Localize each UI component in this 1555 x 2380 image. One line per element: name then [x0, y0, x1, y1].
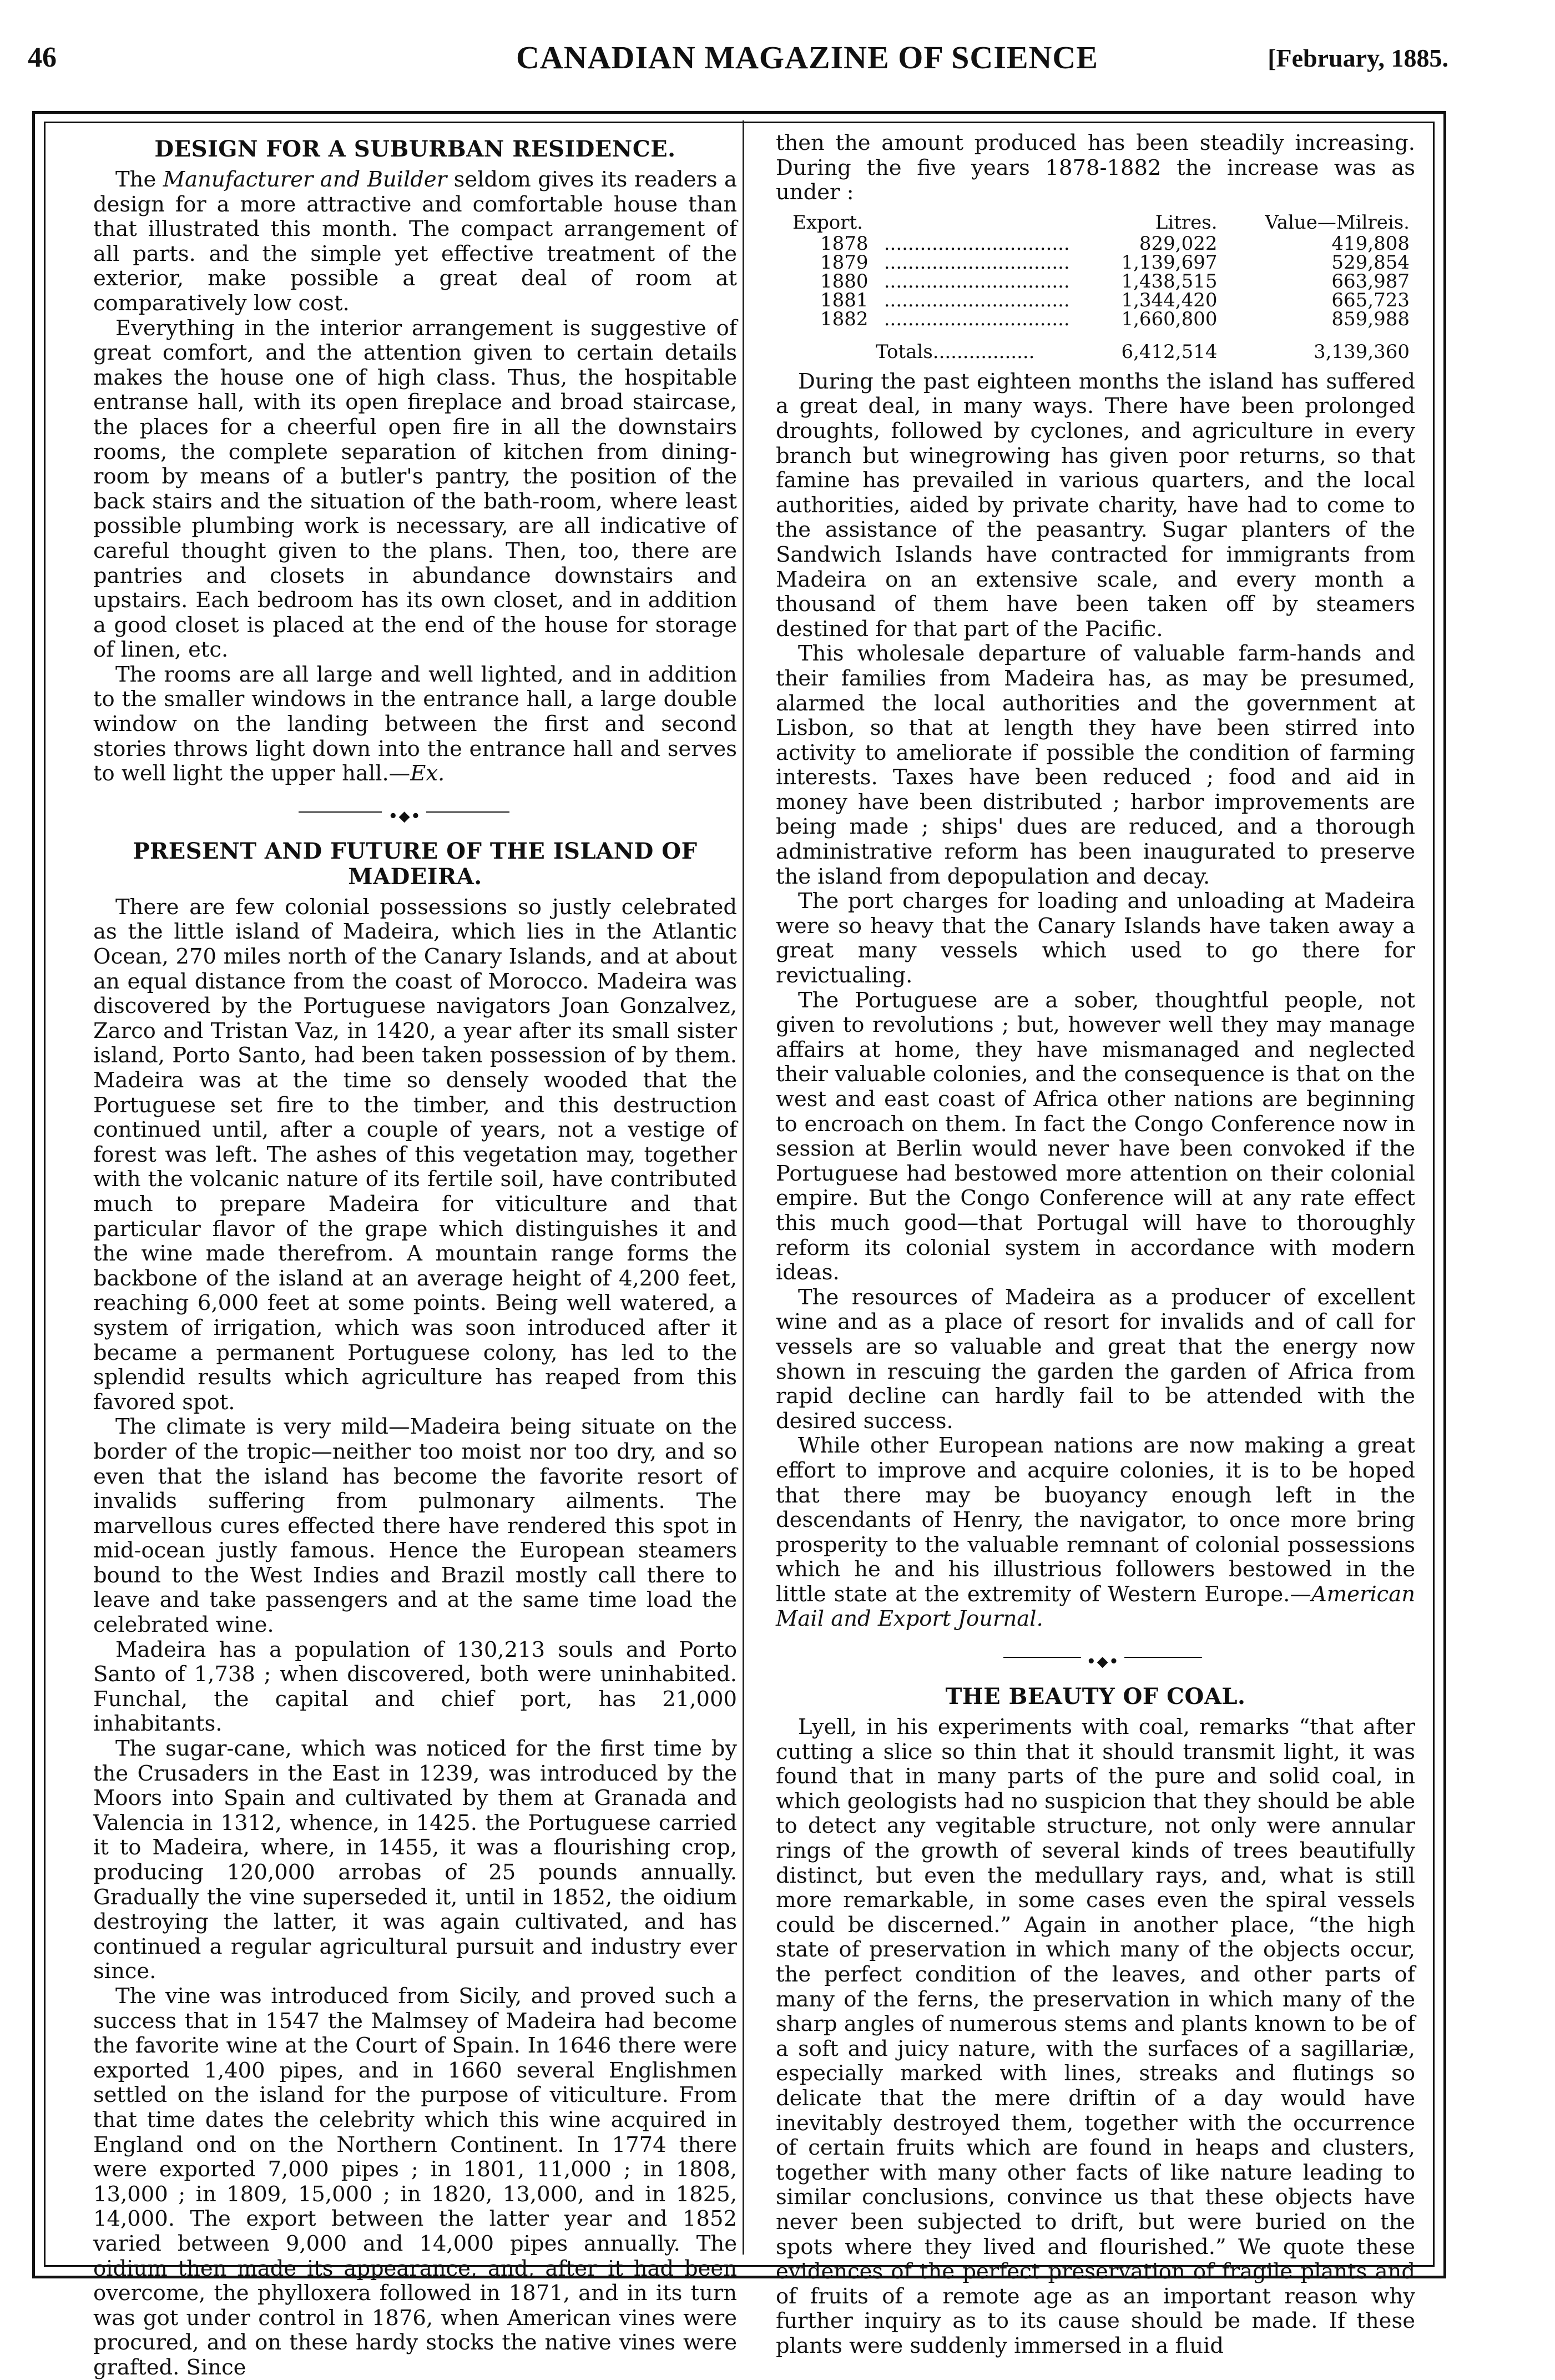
litres-cell: 1,139,697 [1121, 251, 1218, 274]
section-divider [776, 1646, 1415, 1671]
article-title-beauty-of-coal: THE BEAUTY OF COAL. [945, 1683, 1246, 1710]
title-line: MADEIRA. [348, 863, 482, 890]
divider-rule [426, 811, 509, 813]
value-cell: 419,808 [1331, 232, 1410, 255]
table-row [776, 253, 1415, 272]
table-row [776, 310, 1415, 329]
column-divider [743, 120, 744, 2255]
table-total-row [776, 329, 1415, 364]
column-header: Litres. [1155, 211, 1218, 234]
litres-cell: 1,438,515 [1121, 270, 1218, 293]
article-paragraph: This wholesale departure of valuable farm-hands and their families from Madeira has, as may be presumed, alarmed the local authorities and the government at Lisbon, so that at length they have been stirred into activity to ameliorate if possible the condition of farming interests. Taxes have been reduced ; food and aid in money have been distributed ; harbor improvements are being made ; ships' dues are reduced, and a thorough administrative reform has been inaugurated to preserve the island from depopulation and decay. [776, 641, 1415, 889]
year-cell: 1881 [820, 289, 869, 311]
divider-rule [1124, 1657, 1202, 1658]
text-run: The rooms are all large and well lighted, and in addition to the smaller windows in the entrance hall, a large double window on the landing between the first and second stories throws light down into the entrance hall and serves to well light the upper hall.— [93, 662, 737, 786]
table-row [776, 272, 1415, 291]
running-head [28, 33, 1448, 83]
source-credit: American Mail and Export Journal. [776, 1581, 1415, 1632]
litres-cell: 829,022 [1139, 232, 1218, 255]
leader-dots: ............................... [883, 307, 1070, 330]
article-paragraph: The vine was introduced from Sicily, and proved such a success that in 1547 the Malmsey of Madeira had become the favorite wine at the Court of Spain. In 1646 there were exported 1,400 pipes, and in 1660 several Englishmen settled on the island for the purpose of viticulture. From that time dates the celebrity which this wine acquired in England ond on the Northern Continent. In 1774 there were exported 7,000 pipes ; in 1801, 11,000 ; in 1808, 13,000 ; in 1809, 15,000 ; in 1820, 13,000, and in 1825, 14,000. The export between the latter year and 1852 varied between 9,000 and 14,000 pipes annually. The oidium then made its appearance, and, after it had been overcome, the phylloxera followed in 1871, and in its turn was got under control in 1876, when American vines were procured, and on these hardy stocks the native vines were grafted. Since [93, 1983, 737, 2380]
divider-ornament: •◆• [1087, 1653, 1120, 1671]
article-paragraph: The resources of Madeira as a producer of excellent wine and as a place of resort for invalids and of call for vessels are so valuable and great that the energy now shown in rescuing the garden the garden of Africa from rapid decline can hardly fail to be attended with the desired success. [776, 1284, 1415, 1434]
value-cell: 665,723 [1331, 289, 1410, 311]
article-paragraph: During the past eighteen months the island has suffered a great deal, in many ways. There have been prolonged droughts, followed by cyclones, and agriculture in every branch but winegrowing has given poor returns, so that famine has prevailed in various quarters, and the local authorities, aided by private charity, have had to come to the assistance of the peasantry. Sugar planters of the Sandwich Islands have contracted for immigrants from Madeira on an extensive scale, and every month a thousand of them have been taken off by steamers destined for that part of the Pacific. [776, 369, 1415, 642]
litres-total: 6,412,514 [1121, 340, 1218, 363]
leader-dots: ............................... [883, 251, 1070, 274]
page-number: 46 [28, 42, 57, 73]
article-paragraph: The climate is very mild—Madeira being situate on the border of the tropic—neither too moist nor too dry, and so even that the island has become the favorite resort of invalids suffering from pulmonary ailments. The marvellous cures effected there have rendered this spot in mid-ocean justly famous. Hence the European steamers bound to the West Indies and Brazil mostly call there to leave and take passengers and at the same time load the celebrated wine. [93, 1414, 737, 1638]
table-row [776, 234, 1415, 253]
value-cell: 529,854 [1331, 251, 1410, 274]
article-paragraph: The port charges for loading and unloading at Madeira were so heavy that the Canary Islands have taken away a great many vessels which used to go there for revictualing. [776, 889, 1415, 989]
source-credit: Ex. [410, 761, 445, 786]
divider-ornament: •◆• [388, 808, 422, 825]
year-cell: 1878 [820, 232, 869, 255]
year-cell: 1882 [820, 307, 869, 330]
publication-name: Manufacturer and Builder [163, 167, 447, 192]
leader-dots: ............................... [883, 289, 1070, 311]
text-run: seldom gives its readers a design for a more attractive and comfortable house than that illustrated this month. The compact arrangement of all parts. and the simple yet effective treatment of the exterior, make possible a great deal of room at comparatively low cost. [93, 167, 737, 316]
magazine-title: CANADIAN MAGAZINE OF SCIENCE [516, 39, 1098, 75]
right-column [776, 131, 1415, 2359]
export-table [776, 211, 1415, 364]
leader-dots: ............................... [883, 270, 1070, 293]
divider-rule [299, 811, 382, 813]
value-cell: 859,988 [1331, 307, 1410, 330]
divider-rule [1003, 1657, 1081, 1658]
litres-cell: 1,660,800 [1121, 307, 1218, 330]
year-cell: 1879 [820, 251, 869, 274]
year-cell: 1880 [820, 270, 869, 293]
article-paragraph: Lyell, in his experiments with coal, remarks “that after cutting a slice so thin that it should transmit light, it was found that in many parts of the pure and solid coal, in which geologists had no suspicion that they should be able to detect any vegitable structure, not only were annular rings of the growth of several kinds of trees beautifully distinct, but even the medullary rays, and, what is still more remarkable, in some cases even the spiral vessels could be discerned.” Again in another place, “the high state of preservation in which many of the objects occur, the perfect condition of the leaves, and other parts of many of the ferns, the preservation in which many of the sharp angles of numerous stems and plants known to be of a soft and juicy nature, with the surfaces of a sagillariæ, especially marked with lines, streaks and flutings so delicate that the mere driftin of a day would have inevitably destroyed them, together with the occurrence of certain fruits which are found in heaps and clusters, together with many other facts of like nature leading to similar conclusions, convince us that these objects have never been subjected to drift, but were buried on the spots where they lived and flourished.” We quote these evidences of the perfect preservation of fragile plants and of fruits of a remote age as an important reason why further inquiry as to its cause should be made. If these plants were suddenly immersed in a fluid [776, 1715, 1415, 2358]
article-paragraph: Everything in the interior arrangement is suggestive of great comfort, and the attention given to certain details makes the house one of high class. Thus, the hospitable entranse hall, with its open fireplace and broad staircase, the places for a cheerful open fire in all the downstairs rooms, the complete separation of kitchen from dining-room by means of a butler's pantry, the position of the back stairs and the situation of the bath-room, where least possible plumbing work is necessary, are all indicative of careful thought given to the plans. Then, too, there are pantries and closets in abundance downstairs and upstairs. Each bedroom has its own closet, and in addition a good closet is placed at the end of the house for storage of linen, etc. [93, 315, 737, 663]
column-header: Value—Milreis. [1265, 211, 1410, 234]
article-paragraph [776, 1434, 1415, 1632]
article-title-suburban-residence: DESIGN FOR A SUBURBAN RESIDENCE. [154, 136, 676, 162]
text-run: The [115, 167, 163, 192]
article-paragraph: then the amount produced has been steadily increasing. During the five years 1878-1882 the increase was as under : [776, 130, 1415, 205]
section-divider [93, 801, 737, 823]
article-paragraph [93, 663, 737, 786]
text-run: While other European nations are now making a great effort to improve and acquire colonies, it is to be hoped that there may be buoyancy enough left in the descendants of Henry, the navigator, to once more bring prosperity to the valuable remnant of colonial possessions which he and his illustrious followers bestowed in the little state at the extremity of Western Europe.— [776, 1433, 1415, 1607]
leader-dots: ............................... [883, 232, 1070, 255]
table-row [776, 291, 1415, 310]
article-paragraph: The sugar-cane, which was noticed for the first time by the Crusaders in the East in 1239, was introduced by the Moors into Spain and cultivated by them at Granada and Valencia in 1312, whence, in 1425. the Portuguese carried it to Madeira, where, in 1455, it was a flourishing crop, producing 120,000 arrobas of 25 pounds annually. Gradually the vine superseded it, until in 1852, the oidium destroying the latter, it was again cultivated, and has continued a regular agricultural pursuit and industry ever since. [93, 1736, 737, 1984]
table-header-row [776, 211, 1415, 234]
value-total: 3,139,360 [1313, 340, 1410, 363]
issue-date: [February, 1885. [1268, 44, 1448, 72]
column-header: Export. [792, 211, 863, 234]
left-column [93, 131, 737, 2380]
article-title-madeira [93, 839, 737, 890]
article-paragraph: There are few colonial possessions so justly celebrated as the little island of Madeira, which lies in the Atlantic Ocean, 270 miles north of the Canary Islands, and at about an equal distance from the coast of Morocco. Madeira was discovered by the Portuguese navigators Joan Gonzalvez, Zarco and Tristan Vaz, in 1420, a year after its small sister island, Porto Santo, had been taken possession of by them. Madeira was at the time so densely wooded that the Portuguese set fire to the timber, and this destruction continued until, after a couple of years, not a vestige of forest was left. The ashes of this vegetation may, together with the volcanic nature of its fertile soil, have contributed much to prepare Madeira for viticulture and that particular flavor of the grape which distinguishes it and the wine made therefrom. A mountain range forms the backbone of the island at an average height of 4,200 feet, reaching 6,000 feet at some points. Being well watered, a system of irrigation, which was soon introduced after it became a permanent Portuguese colony, has led to the splendid results which agriculture has reaped from this favored spot. [93, 894, 737, 1415]
title-line: PRESENT AND FUTURE OF THE ISLAND OF [133, 838, 698, 864]
article-paragraph: The Portuguese are a sober, thoughtful people, not given to revolutions ; but, however well they may manage affairs at home, they have mismanaged and neglected their valuable colonies, and the consequence is that on the west and east coast of Africa other nations are beginning to encroach on them. In fact the Congo Conference now in session at Berlin would never have been convoked if the Portuguese had bestowed more attention on their colonial empire. But the Congo Conference will at any rate effect this much good—that Portugal will have to thoroughly reform its colonial system in accordance with modern ideas. [776, 987, 1415, 1285]
value-cell: 663,987 [1331, 270, 1410, 293]
totals-label: Totals................. [876, 340, 1035, 363]
article-paragraph [93, 168, 737, 316]
article-paragraph: Madeira has a population of 130,213 souls and Porto Santo of 1,738 ; when discovered, both were uninhabited. Funchal, the capital and chief port, has 21,000 inhabitants. [93, 1637, 737, 1737]
litres-cell: 1,344,420 [1121, 289, 1218, 311]
